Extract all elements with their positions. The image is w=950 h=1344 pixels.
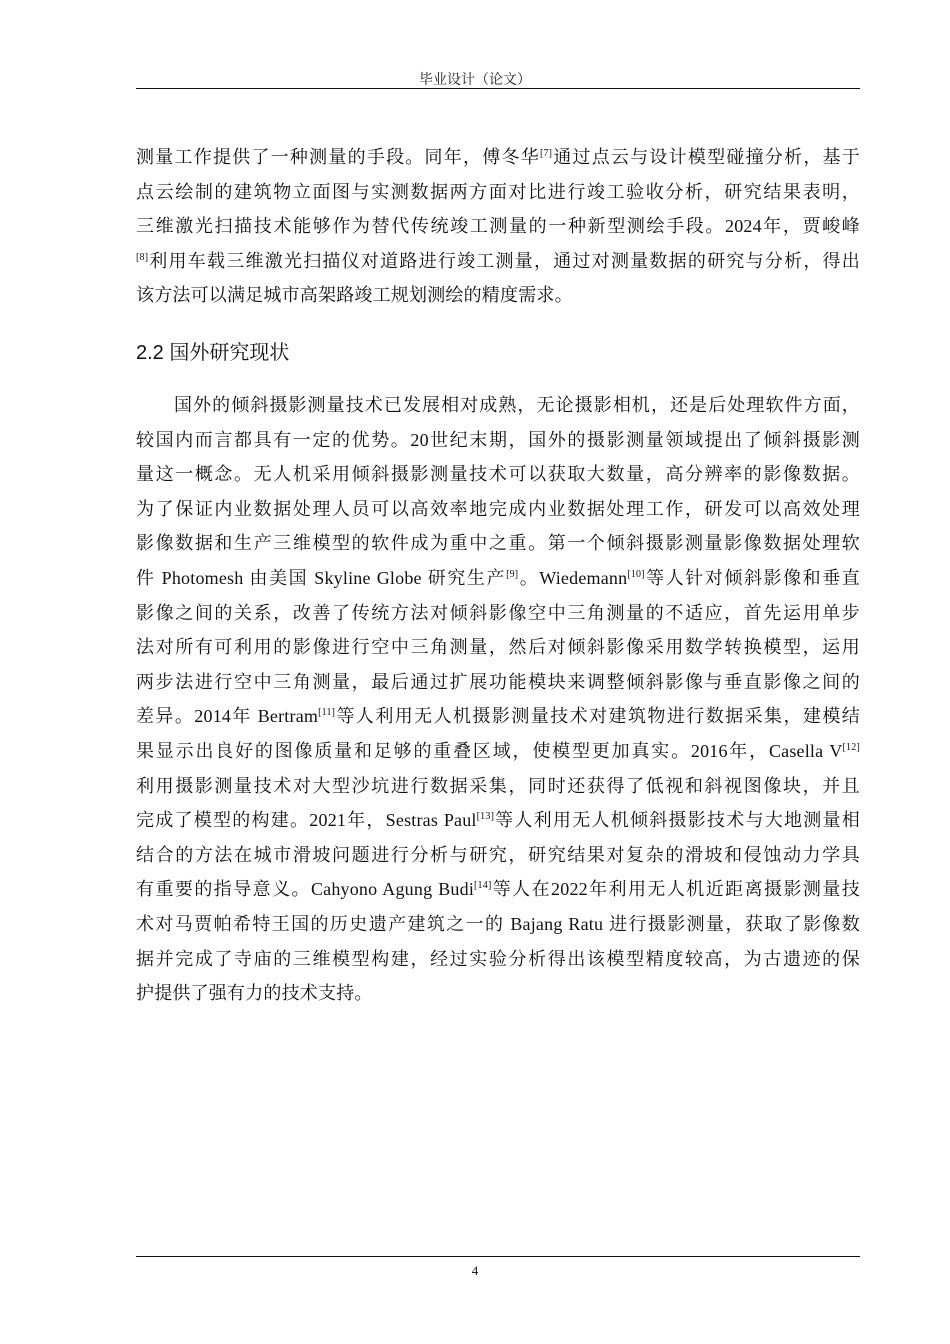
citation-ref: [14] xyxy=(474,880,492,892)
page-number: 4 xyxy=(471,1263,479,1278)
text-line xyxy=(136,774,860,798)
text-run: 等人在2022年利用无人机近距离摄影测量技 xyxy=(491,879,860,900)
text-line xyxy=(136,635,860,659)
text-run: 国外的倾斜摄影测量技术已发展相对成熟，无论摄影相机，还是后处理软件方面， xyxy=(174,395,860,415)
text-run: 术对马贾帕希特王国的历史遗产建筑之一的 Bajang Ratu 进行摄影测量，获取了影像数 xyxy=(136,914,860,934)
text-run: 三维激光扫描技术能够作为替代传统竣工测量的一种新型测绘手段。2024年，贾峻峰 xyxy=(136,216,860,237)
text-run: 利用车载三维激光扫描仪对道路进行竣工测量，通过对测量数据的研究与分析，得出 xyxy=(148,250,860,271)
text-run: 两步法进行空中三角测量，最后通过扩展功能模块来调整倾斜影像与垂直影像之间的 xyxy=(136,671,860,692)
text-run: 该方法可以满足城市高架路竣工规划测绘的精度需求。 xyxy=(136,285,573,306)
text-run: 护提供了强有力的技术支持。 xyxy=(136,983,373,1004)
text-line xyxy=(136,739,860,763)
citation-ref: [11] xyxy=(318,707,336,719)
footer-rule xyxy=(136,1256,860,1257)
text-run: 影像之间的关系，改善了传统方法对倾斜影像空中三角测量的不适应，首先运用单步 xyxy=(136,602,860,623)
text-run: 法对所有可利用的影像进行空中三角测量，然后对倾斜影像采用数学转换模型，运用 xyxy=(136,637,860,658)
citation-ref: [12] xyxy=(842,742,860,753)
text-line xyxy=(136,214,860,238)
text-line xyxy=(136,947,860,971)
section-heading: 2.2 国外研究现状 xyxy=(136,342,290,364)
text-run: 完成了模型的构建。2021年，Sestras Paul xyxy=(136,810,477,831)
text-run: 有重要的指导意义。Cahyono Agung Budi xyxy=(136,879,475,900)
text-line xyxy=(136,145,860,169)
header-rule xyxy=(136,88,860,89)
citation-ref: [7] xyxy=(539,148,553,159)
text-line xyxy=(136,704,860,728)
citation-ref: [9] xyxy=(506,569,519,580)
text-run: 量这一概念。无人机采用倾斜摄影测量技术可以获取大数量，高分辨率的影像数据。 xyxy=(136,464,860,485)
text-line xyxy=(136,393,860,417)
text-run: 较国内而言都具有一定的优势。20世纪末期，国外的摄影测量领域提出了倾斜摄影测 xyxy=(136,429,860,450)
text-line xyxy=(136,249,860,273)
text-run: 。Wiedemann xyxy=(518,568,628,588)
text-line xyxy=(136,180,860,204)
text-line xyxy=(136,566,860,590)
text-run: 等人利用无人机摄影测量技术对建筑物进行数据采集，建模结 xyxy=(335,706,860,727)
text-run: 果显示出良好的图像质量和足够的重叠区域，使模型更加真实。2016年，Casella V xyxy=(136,741,843,761)
text-line xyxy=(136,601,860,625)
text-line xyxy=(136,462,860,486)
text-run: 为了保证内业数据处理人员可以高效率地完成内业数据处理工作，研发可以高效处理 xyxy=(136,498,860,519)
text-run: 差异。2014年 Bertram xyxy=(136,706,319,727)
text-line xyxy=(136,670,860,694)
text-line xyxy=(136,981,860,1005)
text-run: 等人针对倾斜影像和垂直 xyxy=(644,568,860,588)
text-run: 测量工作提供了一种测量的手段。同年，傅冬华 xyxy=(136,147,540,167)
citation-ref: [8] xyxy=(136,251,149,263)
text-line xyxy=(136,283,860,307)
text-line xyxy=(136,877,860,901)
text-run: 件 Photomesh 由美国 Skyline Globe 研究生产 xyxy=(136,568,507,588)
text-line xyxy=(136,808,860,832)
text-line xyxy=(136,497,860,521)
text-run: 点云绘制的建筑物立面图与实测数据两方面对比进行竣工验收分析，研究结果表明， xyxy=(136,181,860,202)
text-line xyxy=(136,912,860,936)
text-run: 利用摄影测量技术对大型沙坑进行数据采集，同时还获得了低视和斜视图像块，并且 xyxy=(136,775,860,796)
citation-ref: [13] xyxy=(476,811,495,823)
text-line xyxy=(136,843,860,867)
text-run: 等人利用无人机倾斜摄影技术与大地测量相 xyxy=(494,810,860,831)
citation-ref: [10] xyxy=(627,569,645,580)
text-run: 结合的方法在城市滑坡问题进行分析与研究，研究结果对复杂的滑坡和侵蚀动力学具 xyxy=(136,844,860,865)
text-line xyxy=(136,428,860,452)
text-line xyxy=(136,531,860,555)
text-run: 通过点云与设计模型碰撞分析，基于 xyxy=(552,147,860,167)
text-run: 据并完成了寺庙的三维模型构建，经过实验分析得出该模型精度较高，为古遗迹的保 xyxy=(136,948,860,969)
header-title: 毕业设计（论文） xyxy=(419,73,531,88)
text-run: 影像数据和生产三维模型的软件成为重中之重。第一个倾斜摄影测量影像数据处理软 xyxy=(136,533,860,554)
